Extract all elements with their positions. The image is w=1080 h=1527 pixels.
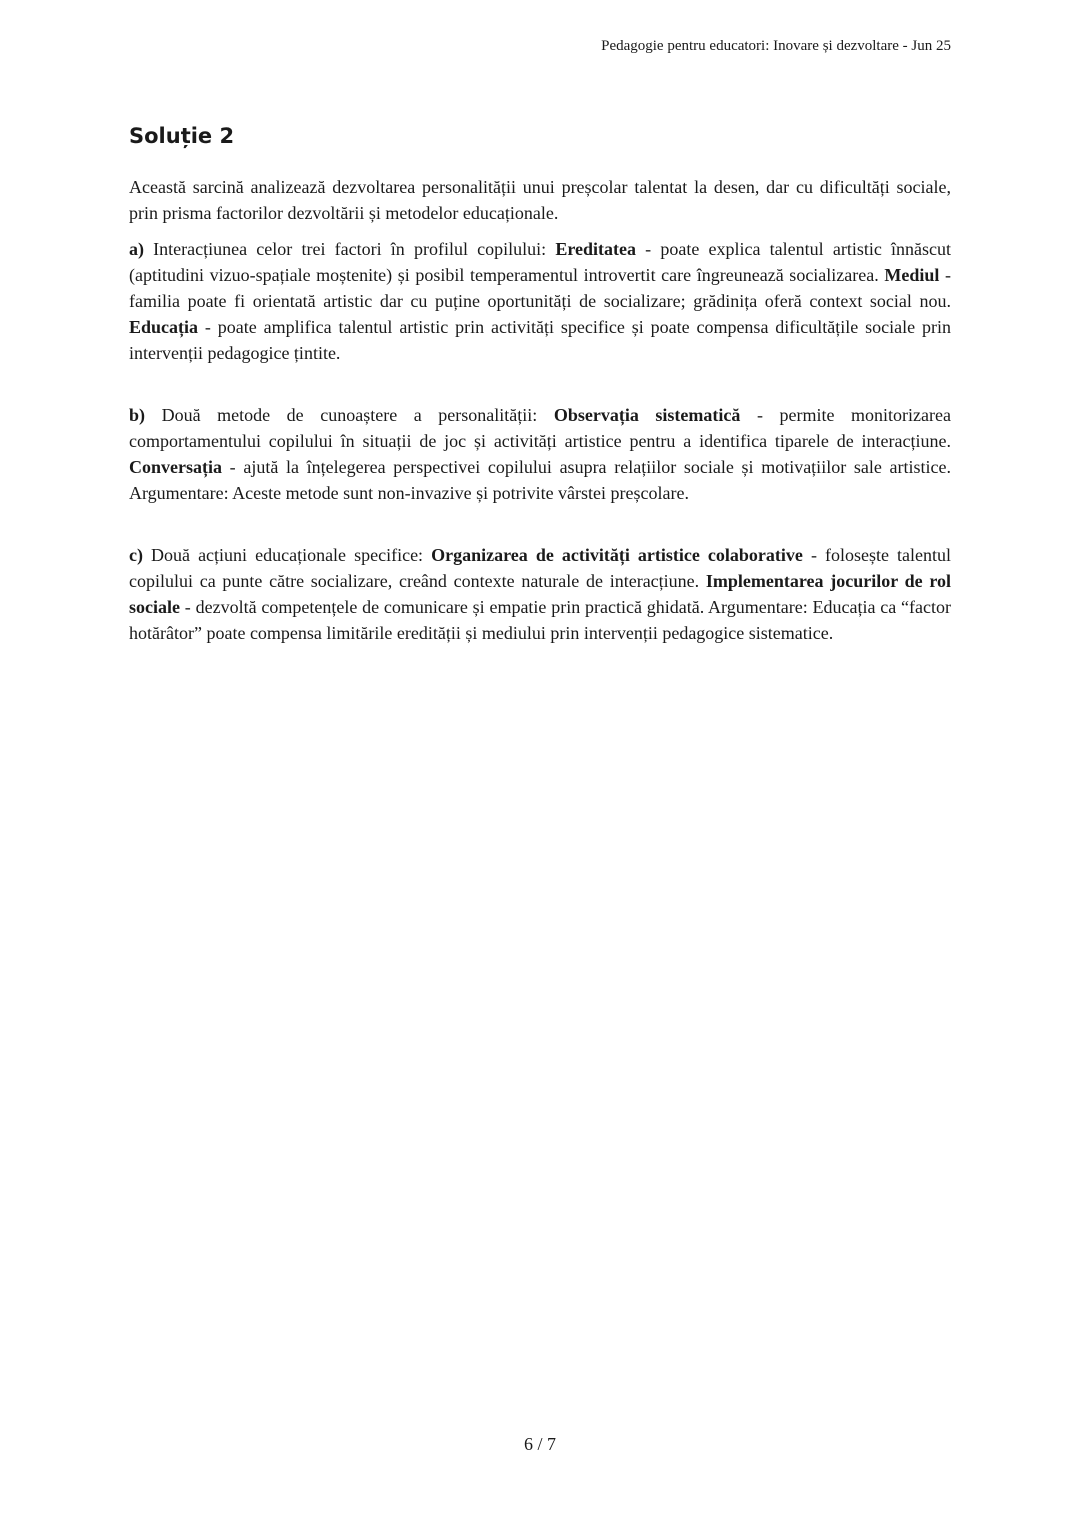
answer-a-lead: Interacțiunea celor trei factori în profilul copilului:	[144, 239, 556, 259]
answer-a-term-mediul: Mediul	[884, 265, 940, 285]
answer-b-text-observatia: - permite monitorizarea comportamentului copilului în situații de joc și activități artistice pentru a identifica tiparele de interacțiune.	[129, 405, 951, 451]
answer-b-term-conversatia: Conversația	[129, 457, 222, 477]
answer-c-paragraph	[129, 542, 951, 646]
intro-paragraph: Această sarcină analizează dezvoltarea personalității unui preșcolar talentat la desen, dar cu dificultăți sociale, prin prisma factorilor dezvoltării și metodelor educaționale.	[129, 177, 951, 223]
answer-b-paragraph	[129, 402, 951, 506]
answer-c-term-jocuri: Implementarea jocurilor de rol sociale	[129, 571, 951, 617]
running-header: Pedagogie pentru educatori: Inovare și dezvoltare - Jun 25	[601, 38, 951, 54]
answer-a-term-educatia: Educația	[129, 317, 199, 337]
answer-b-label: b)	[129, 405, 146, 425]
answer-c-text-activitati: - folosește talentul copilului ca punte către socializare, creând contexte naturale de interacțiune.	[129, 545, 952, 591]
page-number: 6 / 7	[523, 1434, 556, 1454]
answer-a-text-mediul: - familia poate fi orientată artistic dar cu puține oportunități de socializare; grădinița oferă context social nou.	[129, 265, 951, 311]
answer-a-term-ereditatea: Ereditatea	[555, 239, 636, 259]
answer-c-lead: Două acțiuni educaționale specifice:	[142, 545, 432, 565]
answer-c-term-activitati: Organizarea de activități artistice colaborative	[431, 545, 803, 565]
answer-a-paragraph	[129, 236, 951, 366]
answer-a-text-educatia: - poate amplifica talentul artistic prin activități specifice și poate compensa dificultățile sociale prin intervenții pedagogice țintite.	[129, 317, 951, 363]
answer-c-text-jocuri: - dezvoltă competențele de comunicare și empatie prin practică ghidată. Argumentare: Educația ca “factor hotărâtor” poate compensa limitările eredității și mediului prin intervenții pedagogice sistematice.	[129, 597, 951, 643]
section-title: Soluție 2	[129, 124, 235, 148]
page-content	[129, 120, 951, 646]
answer-b-lead: Două metode de cunoaștere a personalității:	[145, 405, 554, 425]
answer-b-term-observatia: Observația sistematică	[553, 405, 741, 425]
answer-a-text-ereditatea: - poate explica talentul artistic înnăscut (aptitudini vizuo-spațiale moștenite) și posibil temperamentul introvertit care îngreunează socializarea.	[129, 239, 951, 285]
answer-b-text-conversatia: - ajută la înțelegerea perspectivei copilului asupra relațiilor sociale și motivațiilor sale artistice. Argumentare: Aceste metode sunt non-invazive și potrivite vârstei preșcolare.	[129, 457, 951, 503]
answer-c-label: c)	[129, 545, 143, 565]
answer-a-label: a)	[129, 239, 144, 259]
